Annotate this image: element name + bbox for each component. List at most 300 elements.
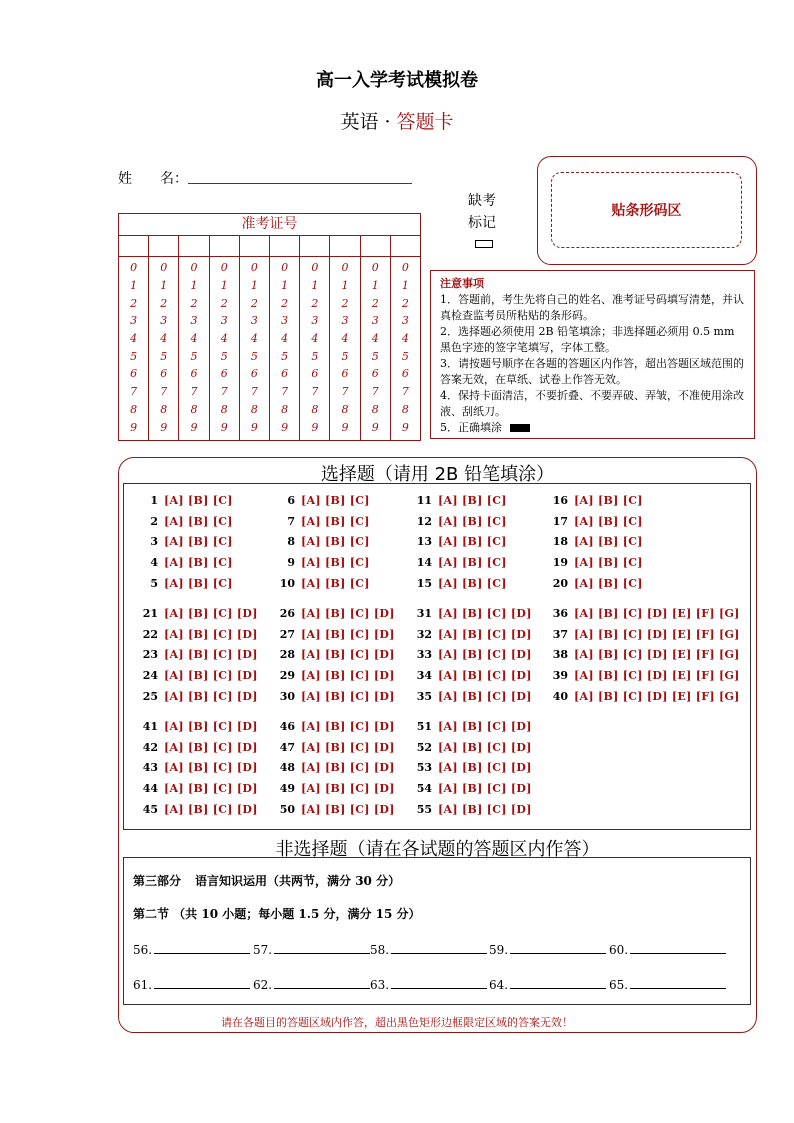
exam-id-digit[interactable]: 5 xyxy=(371,349,379,363)
footer-warning: 请在各题目的答题区域内作答，超出黑色矩形边框限定区域的答案无效！ xyxy=(221,1016,573,1029)
question-47 xyxy=(275,741,395,754)
exam-id-digit[interactable]: 9 xyxy=(160,420,168,434)
blank-answer-line[interactable] xyxy=(630,941,726,954)
answer-options[interactable]: [A] [B] [C] xyxy=(164,535,233,549)
blank-answer-line[interactable] xyxy=(391,976,487,989)
answer-options[interactable]: [A] [B] [C] [D] xyxy=(438,689,532,703)
exam-id-digit[interactable]: 7 xyxy=(401,385,409,399)
exam-id-digit[interactable]: 7 xyxy=(160,385,168,399)
exam-id-digit[interactable]: 4 xyxy=(401,332,409,346)
question-number: 9 xyxy=(287,556,295,570)
answer-options[interactable]: [A] [B] [C] [D] xyxy=(438,740,532,754)
exam-id-digit[interactable]: 6 xyxy=(371,367,379,381)
exam-id-digit[interactable]: 7 xyxy=(371,385,379,399)
question-number: 18 xyxy=(552,535,568,549)
question-number: 17 xyxy=(552,514,568,528)
answer-options[interactable]: [A] [B] [C] [D] xyxy=(438,802,532,816)
answer-options[interactable]: [A] [B] [C] [D] xyxy=(438,669,532,683)
exam-id-digit[interactable]: 1 xyxy=(311,279,319,293)
exam-id-digit[interactable]: 6 xyxy=(130,367,138,381)
absent-mark xyxy=(455,190,509,234)
question-number: 27 xyxy=(279,627,295,641)
question-45 xyxy=(138,803,258,816)
exam-id-digit[interactable]: 0 xyxy=(190,261,198,275)
exam-id-digit[interactable]: 8 xyxy=(250,402,258,416)
exam-id-write-cell[interactable] xyxy=(149,236,178,257)
answer-options[interactable]: [A] [B] [C] [D] xyxy=(438,782,532,796)
answer-options[interactable]: [A] [B] [C] [D] xyxy=(438,761,532,775)
exam-id-digit[interactable]: 1 xyxy=(401,279,409,293)
question-53 xyxy=(412,761,532,774)
exam-id-digit[interactable]: 5 xyxy=(190,349,198,363)
exam-id-digit[interactable]: 9 xyxy=(220,420,228,434)
exam-id-digit[interactable]: 5 xyxy=(130,349,138,363)
exam-id-digit-list xyxy=(210,257,239,440)
answer-options[interactable]: [A] [B] [C] [D] [E] [F] [G] xyxy=(574,627,740,641)
exam-id-digit-list xyxy=(240,257,269,440)
answer-options[interactable]: [A] [B] [C] [D] [E] [F] [G] xyxy=(574,607,740,620)
question-number: 19 xyxy=(552,556,568,570)
question-6 xyxy=(275,494,370,507)
exam-id-digit[interactable]: 1 xyxy=(341,279,349,293)
answer-options[interactable]: [A] [B] [C] [D] xyxy=(438,627,532,641)
exam-id-digit[interactable]: 7 xyxy=(341,385,349,399)
answer-options[interactable]: [A] [B] [C] xyxy=(301,535,370,549)
exam-id-digit[interactable]: 2 xyxy=(371,296,379,310)
question-number: 54 xyxy=(416,782,432,796)
exam-id-digit[interactable]: 7 xyxy=(220,385,228,399)
question-number: 40 xyxy=(552,689,568,703)
question-number: 12 xyxy=(416,514,432,528)
question-number: 4 xyxy=(150,556,158,570)
question-17 xyxy=(548,515,643,528)
exam-id-digit[interactable]: 0 xyxy=(281,261,289,275)
question-number: 21 xyxy=(142,607,158,620)
question-number: 3 xyxy=(150,535,158,549)
exam-id-digit[interactable]: 5 xyxy=(250,349,258,363)
subtitle-separator: · xyxy=(384,111,391,133)
blank-number: 64. xyxy=(489,978,509,992)
answer-options[interactable]: [A] [B] [C] xyxy=(164,556,233,570)
exam-id-digit[interactable]: 9 xyxy=(311,420,319,434)
exam-id-write-cell[interactable] xyxy=(119,236,148,257)
question-number: 39 xyxy=(552,669,568,683)
exam-id-column xyxy=(149,236,179,440)
exam-id-write-cell[interactable] xyxy=(240,236,269,257)
answer-options[interactable]: [A] [B] [C] [D] xyxy=(164,720,258,733)
exam-id-digit[interactable]: 6 xyxy=(250,367,258,381)
exam-id-digit[interactable]: 7 xyxy=(281,385,289,399)
answer-options[interactable]: [A] [B] [C] [D] [E] [F] [G] xyxy=(574,669,740,683)
question-27 xyxy=(275,628,395,641)
exam-id-digit[interactable]: 4 xyxy=(281,332,289,346)
notes-title: 注意事项 xyxy=(440,277,484,290)
exam-id-digit[interactable]: 0 xyxy=(401,261,409,275)
blank-number: 65. xyxy=(609,978,629,992)
exam-id-digit[interactable]: 1 xyxy=(130,279,138,293)
exam-id-digit[interactable]: 9 xyxy=(250,420,258,434)
question-43 xyxy=(138,761,258,774)
exam-id-digit[interactable]: 5 xyxy=(311,349,319,363)
exam-id-digit[interactable]: 3 xyxy=(160,314,168,328)
note-item: 1．答题前，考生先将自己的姓名、准考证号码填写清楚，并认真检查监考员所粘贴的条形码。 xyxy=(440,293,744,322)
exam-id-digit[interactable]: 7 xyxy=(250,385,258,399)
answer-options[interactable]: [A] [B] [C] xyxy=(574,556,643,570)
exam-id-digit[interactable]: 3 xyxy=(401,314,409,328)
exam-id-digit[interactable]: 0 xyxy=(250,261,258,275)
question-38 xyxy=(548,648,740,661)
exam-id-column xyxy=(210,236,240,440)
answer-options[interactable]: [A] [B] [C] xyxy=(164,514,233,528)
exam-id-digit[interactable]: 6 xyxy=(281,367,289,381)
exam-id-digit[interactable]: 4 xyxy=(160,332,168,346)
question-50 xyxy=(275,803,395,816)
exam-id-digit[interactable]: 6 xyxy=(311,367,319,381)
question-number: 25 xyxy=(142,689,158,703)
question-2 xyxy=(138,515,233,528)
exam-id-digit[interactable]: 1 xyxy=(160,279,168,293)
exam-id-write-cell[interactable] xyxy=(300,236,329,257)
exam-id-digit-list xyxy=(149,257,178,440)
answer-options[interactable]: [A] [B] [C] [D] xyxy=(438,720,532,733)
answer-options[interactable]: [A] [B] [C] [D] xyxy=(301,782,395,796)
exam-id-digit[interactable]: 3 xyxy=(130,314,138,328)
blank-answer-line[interactable] xyxy=(391,941,487,954)
answer-options[interactable]: [A] [B] [C] xyxy=(301,556,370,570)
part-desc: 语言知识运用（共两节，满分 30 分） xyxy=(195,874,401,888)
answer-options[interactable]: [A] [B] [C] [D] xyxy=(438,648,532,662)
exam-id-digit[interactable]: 0 xyxy=(311,261,319,275)
question-number: 41 xyxy=(142,720,158,733)
exam-id-digit[interactable]: 2 xyxy=(311,296,319,310)
exam-id-digit[interactable]: 5 xyxy=(160,349,168,363)
question-49 xyxy=(275,782,395,795)
exam-id-digit[interactable]: 6 xyxy=(190,367,198,381)
answer-options[interactable]: [A] [B] [C] [D] xyxy=(164,689,258,703)
answer-options[interactable]: [A] [B] [C] [D] xyxy=(164,761,258,775)
fill-blank xyxy=(253,976,370,992)
exam-id-digit[interactable]: 3 xyxy=(371,314,379,328)
question-number: 11 xyxy=(416,494,432,507)
exam-id-digit[interactable]: 2 xyxy=(160,296,168,310)
question-26 xyxy=(275,607,395,620)
exam-id-write-cell[interactable] xyxy=(210,236,239,257)
answer-options[interactable]: [A] [B] [C] [D] xyxy=(301,761,395,775)
exam-id-digit[interactable]: 6 xyxy=(160,367,168,381)
question-number: 20 xyxy=(552,576,568,590)
exam-id-digit[interactable]: 3 xyxy=(220,314,228,328)
exam-id-digit[interactable]: 1 xyxy=(371,279,379,293)
question-18 xyxy=(548,535,643,548)
question-number: 26 xyxy=(279,607,295,620)
exam-id-digit[interactable]: 8 xyxy=(190,402,198,416)
card-subtitle xyxy=(0,107,794,134)
question-number: 37 xyxy=(552,627,568,641)
answer-options[interactable]: [A] [B] [C] xyxy=(438,556,507,570)
blank-answer-line[interactable] xyxy=(510,941,606,954)
blank-number: 59. xyxy=(489,943,509,957)
exam-id-digit[interactable]: 4 xyxy=(190,332,198,346)
exam-id-columns xyxy=(119,236,420,440)
exam-id-digit[interactable]: 6 xyxy=(401,367,409,381)
exam-id-digit[interactable]: 1 xyxy=(250,279,258,293)
exam-id-digit[interactable]: 0 xyxy=(130,261,138,275)
answer-options[interactable]: [A] [B] [C] xyxy=(574,535,643,549)
exam-id-digit[interactable]: 3 xyxy=(190,314,198,328)
question-36 xyxy=(548,607,740,620)
exam-id-digit[interactable]: 5 xyxy=(401,349,409,363)
answer-options[interactable]: [A] [B] [C] xyxy=(438,576,507,590)
exam-id-digit[interactable]: 7 xyxy=(130,385,138,399)
question-10 xyxy=(275,577,370,590)
exam-id-digit-list xyxy=(300,257,329,440)
exam-id-digit-list xyxy=(270,257,299,440)
exam-id-digit[interactable]: 1 xyxy=(190,279,198,293)
blank-number: 61. xyxy=(133,978,153,992)
exam-id-label: 准考证号 xyxy=(119,214,420,236)
exam-id-digit[interactable]: 0 xyxy=(371,261,379,275)
blank-number: 58. xyxy=(370,943,390,957)
exam-id-digit[interactable]: 0 xyxy=(220,261,228,275)
part-heading xyxy=(133,872,400,889)
exam-id-digit[interactable]: 9 xyxy=(341,420,349,434)
answer-options[interactable]: [A] [B] [C] [D] xyxy=(301,720,395,733)
question-number: 34 xyxy=(416,669,432,683)
question-number: 22 xyxy=(142,627,158,641)
question-number: 14 xyxy=(416,556,432,570)
answer-options[interactable]: [A] [B] [C] [D] xyxy=(164,782,258,796)
question-number: 7 xyxy=(287,514,295,528)
exam-id-write-cell[interactable] xyxy=(330,236,359,257)
absent-label-line2: 标记 xyxy=(468,215,496,231)
answer-options[interactable]: [A] [B] [C] xyxy=(574,576,643,590)
answer-options[interactable]: [A] [B] [C] [D] xyxy=(164,648,258,662)
exam-id-digit[interactable]: 7 xyxy=(311,385,319,399)
exam-id-digit[interactable]: 6 xyxy=(341,367,349,381)
exam-id-digit[interactable]: 8 xyxy=(281,402,289,416)
question-5 xyxy=(138,577,233,590)
question-52 xyxy=(412,741,532,754)
fill-blank xyxy=(133,976,250,992)
absent-label-line1: 缺考 xyxy=(468,193,496,209)
question-13 xyxy=(412,535,507,548)
card-type-label: 答题卡 xyxy=(396,111,454,133)
exam-id-digit[interactable]: 3 xyxy=(250,314,258,328)
exam-id-digit[interactable]: 7 xyxy=(190,385,198,399)
exam-id-digit[interactable]: 8 xyxy=(160,402,168,416)
exam-id-column xyxy=(119,236,149,440)
fill-blank xyxy=(370,941,487,957)
exam-id-digit[interactable]: 9 xyxy=(281,420,289,434)
blank-answer-line[interactable] xyxy=(630,976,726,989)
question-number: 10 xyxy=(279,576,295,590)
answer-options[interactable]: [A] [B] [C] [D] xyxy=(301,607,395,620)
question-number: 36 xyxy=(552,607,568,620)
exam-id-digit[interactable]: 8 xyxy=(220,402,228,416)
answer-options[interactable]: [A] [B] [C] xyxy=(438,535,507,549)
answer-options[interactable]: [A] [B] [C] xyxy=(301,494,370,507)
question-35 xyxy=(412,690,532,703)
fill-blank xyxy=(489,976,606,992)
exam-id-digit[interactable]: 2 xyxy=(190,296,198,310)
question-number: 16 xyxy=(552,494,568,507)
answer-options[interactable]: [A] [B] [C] [D] xyxy=(301,669,395,683)
exam-id-digit[interactable]: 4 xyxy=(130,332,138,346)
exam-id-grid xyxy=(118,213,421,441)
fill-blank xyxy=(489,941,606,957)
question-29 xyxy=(275,669,395,682)
answer-options[interactable]: [A] [B] [C] xyxy=(301,576,370,590)
filled-example-mark xyxy=(510,424,530,432)
note-item: 2．选择题必须使用 2B 铅笔填涂；非选择题必须用 0.5 mm 黑色字迹的签字笔填写，字体工整。 xyxy=(440,325,735,354)
answer-options[interactable]: [A] [B] [C] [D] xyxy=(164,740,258,754)
question-28 xyxy=(275,648,395,661)
exam-id-digit[interactable]: 2 xyxy=(220,296,228,310)
exam-id-digit[interactable]: 3 xyxy=(281,314,289,328)
exam-id-digit[interactable]: 8 xyxy=(130,402,138,416)
fill-blank xyxy=(609,941,726,957)
exam-id-digit[interactable]: 1 xyxy=(281,279,289,293)
question-number: 45 xyxy=(142,802,158,816)
answer-options[interactable]: [A] [B] [C] xyxy=(574,494,643,507)
question-30 xyxy=(275,690,395,703)
question-number: 49 xyxy=(279,782,295,796)
exam-id-digit[interactable]: 8 xyxy=(401,402,409,416)
exam-id-digit[interactable]: 8 xyxy=(341,402,349,416)
exam-id-digit[interactable]: 8 xyxy=(371,402,379,416)
question-32 xyxy=(412,628,532,641)
exam-id-write-cell[interactable] xyxy=(391,236,420,257)
blank-answer-line[interactable] xyxy=(154,941,250,954)
fill-blank xyxy=(253,941,370,957)
answer-options[interactable]: [A] [B] [C] [D] [E] [F] [G] xyxy=(574,689,740,703)
question-number: 53 xyxy=(416,761,432,775)
question-number: 48 xyxy=(279,761,295,775)
question-55 xyxy=(412,803,532,816)
answer-options[interactable]: [A] [B] [C] [D] xyxy=(301,740,395,754)
fill-blank xyxy=(609,976,726,992)
note-item: 3．请按题号顺序在各题的答题区内作答，超出答题区域范围的答案无效，在草纸、试卷上作答无效。 xyxy=(440,357,744,386)
answer-options[interactable]: [A] [B] [C] xyxy=(574,514,643,528)
exam-id-digit[interactable]: 0 xyxy=(341,261,349,275)
exam-id-write-cell[interactable] xyxy=(361,236,390,257)
exam-id-digit[interactable]: 6 xyxy=(220,367,228,381)
question-number: 43 xyxy=(142,761,158,775)
exam-id-digit[interactable]: 3 xyxy=(341,314,349,328)
exam-id-digit[interactable]: 5 xyxy=(220,349,228,363)
subject-label: 英语 xyxy=(340,111,379,133)
question-15 xyxy=(412,577,507,590)
exam-id-digit[interactable]: 3 xyxy=(311,314,319,328)
exam-id-digit[interactable]: 2 xyxy=(341,296,349,310)
exam-id-digit[interactable]: 9 xyxy=(130,420,138,434)
exam-id-digit[interactable]: 9 xyxy=(401,420,409,434)
answer-options[interactable]: [A] [B] [C] xyxy=(164,576,233,590)
question-number: 2 xyxy=(150,514,158,528)
part-label: 第三部分 xyxy=(133,874,182,888)
name-field[interactable] xyxy=(188,183,412,184)
question-16 xyxy=(548,494,643,507)
exam-id-digit[interactable]: 5 xyxy=(341,349,349,363)
exam-id-digit[interactable]: 5 xyxy=(281,349,289,363)
question-9 xyxy=(275,556,370,569)
exam-id-digit[interactable]: 0 xyxy=(160,261,168,275)
answer-options[interactable]: [A] [B] [C] [D] xyxy=(164,669,258,683)
answer-options[interactable]: [A] [B] [C] [D] [E] [F] [G] xyxy=(574,648,740,662)
answer-options[interactable]: [A] [B] [C] xyxy=(438,514,507,528)
fill-blank xyxy=(133,941,250,957)
question-number: 29 xyxy=(279,669,295,683)
exam-id-digit[interactable]: 4 xyxy=(341,332,349,346)
blank-answer-line[interactable] xyxy=(274,976,370,989)
answer-options[interactable]: [A] [B] [C] [D] xyxy=(301,648,395,662)
question-48 xyxy=(275,761,395,774)
exam-id-digit[interactable]: 2 xyxy=(130,296,138,310)
exam-id-digit[interactable]: 4 xyxy=(371,332,379,346)
question-4 xyxy=(138,556,233,569)
answer-options[interactable]: [A] [B] [C] xyxy=(301,514,370,528)
answer-options[interactable]: [A] [B] [C] [D] xyxy=(164,802,258,816)
question-22 xyxy=(138,628,258,641)
answer-options[interactable]: [A] [B] [C] [D] xyxy=(301,627,395,641)
question-11 xyxy=(412,494,507,507)
answer-options[interactable]: [A] [B] [C] [D] xyxy=(164,607,258,620)
question-40 xyxy=(548,690,740,703)
answer-options[interactable]: [A] [B] [C] [D] xyxy=(164,627,258,641)
exam-id-digit[interactable]: 4 xyxy=(250,332,258,346)
exam-id-digit[interactable]: 8 xyxy=(311,402,319,416)
exam-id-write-cell[interactable] xyxy=(179,236,208,257)
absent-checkbox[interactable] xyxy=(475,240,493,248)
exam-id-digit[interactable]: 2 xyxy=(250,296,258,310)
notes-panel xyxy=(430,270,755,439)
fill-blank xyxy=(370,976,487,992)
exam-id-digit[interactable]: 1 xyxy=(220,279,228,293)
blank-answer-line[interactable] xyxy=(274,941,370,954)
exam-id-write-cell[interactable] xyxy=(270,236,299,257)
question-24 xyxy=(138,669,258,682)
exam-id-digit[interactable]: 2 xyxy=(401,296,409,310)
exam-id-digit[interactable]: 2 xyxy=(281,296,289,310)
question-number: 35 xyxy=(416,689,432,703)
answer-options[interactable]: [A] [B] [C] xyxy=(164,494,233,507)
exam-id-digit[interactable]: 9 xyxy=(371,420,379,434)
question-7 xyxy=(275,515,370,528)
question-number: 6 xyxy=(287,494,295,507)
question-3 xyxy=(138,535,233,548)
exam-id-digit[interactable]: 4 xyxy=(311,332,319,346)
question-number: 1 xyxy=(150,494,158,507)
question-33 xyxy=(412,648,532,661)
question-14 xyxy=(412,556,507,569)
question-number: 24 xyxy=(142,669,158,683)
question-number: 5 xyxy=(150,576,158,590)
question-25 xyxy=(138,690,258,703)
answer-options[interactable]: [A] [B] [C] [D] xyxy=(438,607,532,620)
blank-answer-line[interactable] xyxy=(510,976,606,989)
blank-number: 60. xyxy=(609,943,629,957)
exam-id-column xyxy=(330,236,360,440)
question-41 xyxy=(138,720,258,733)
blank-answer-line[interactable] xyxy=(154,976,250,989)
answer-options[interactable]: [A] [B] [C] xyxy=(438,494,507,507)
exam-id-digit[interactable]: 4 xyxy=(220,332,228,346)
answer-options[interactable]: [A] [B] [C] [D] xyxy=(301,689,395,703)
answer-options[interactable]: [A] [B] [C] [D] xyxy=(301,802,395,816)
question-number: 32 xyxy=(416,627,432,641)
exam-id-digit[interactable]: 9 xyxy=(190,420,198,434)
question-31 xyxy=(412,607,532,620)
